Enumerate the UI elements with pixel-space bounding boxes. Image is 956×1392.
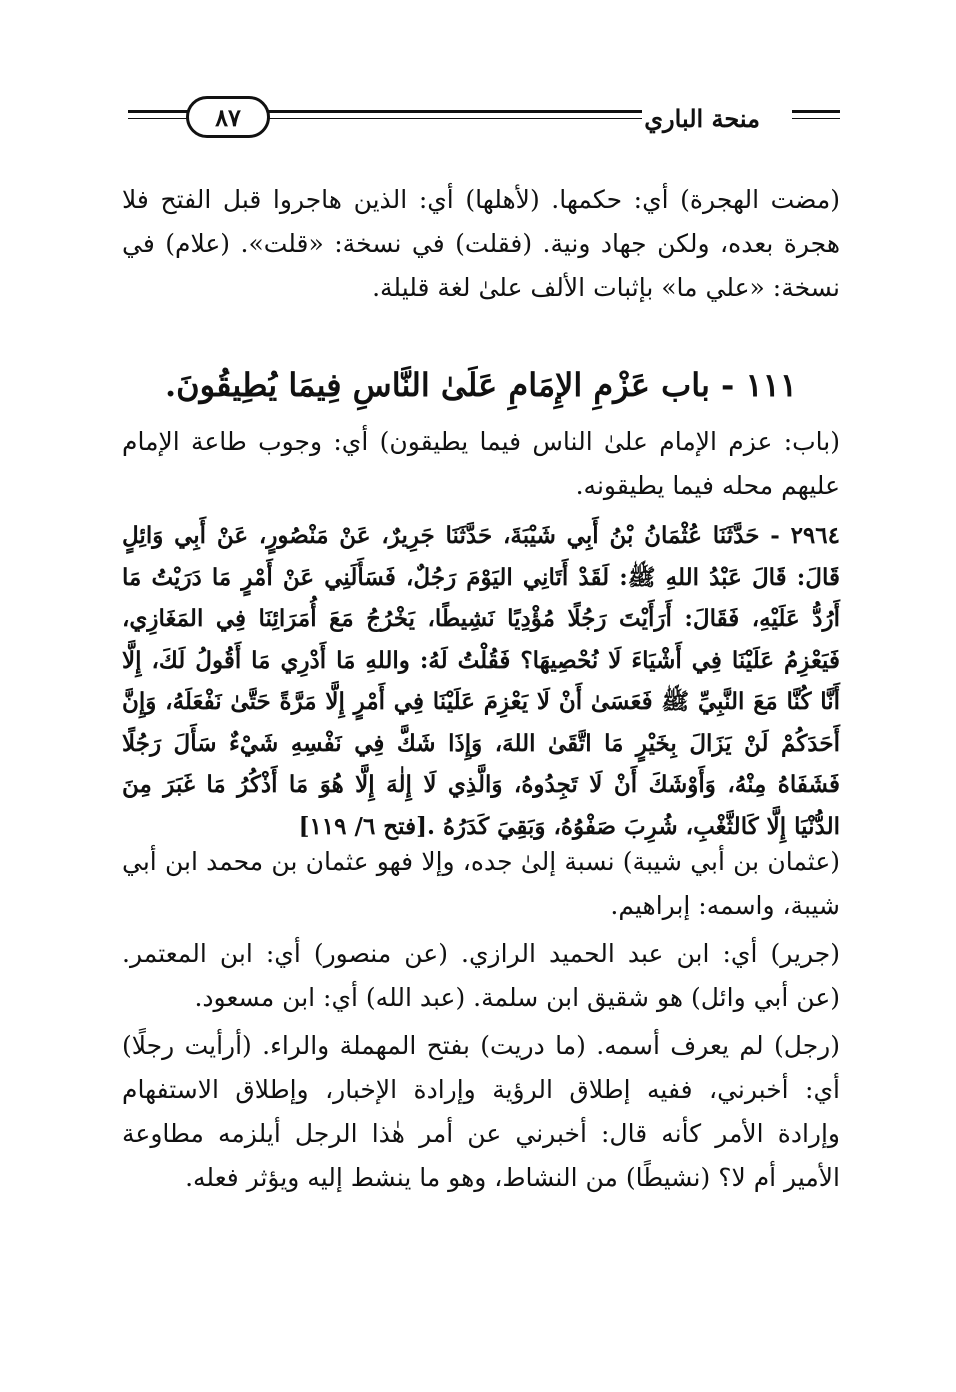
commentary-block [122, 840, 840, 1204]
chapter-heading: ١١١ - باب عَزْمِ الإِمَامِ عَلَىٰ النَّاسِ فِيمَا يُطِيقُونَ. [165, 366, 797, 404]
intro-text: (مضت الهجرة) أي: حكمها. (لأهلها) أي: الذين هاجروا قبل الفتح فلا هجرة بعده، ولكن جهاد ونية. (فقلت) في نسخة: «قلت». (علام) في نسخة: «علي ما» بإثبات الألف علىٰ لغة قليلة. [122, 185, 840, 302]
chapter-explanation [122, 420, 840, 508]
header-rule-middle-top [258, 110, 642, 113]
header-rule-middle-bottom [258, 118, 642, 119]
chapter-explanation-text: (باب: عزم الإمام علىٰ الناس فيما يطيقون) أي: وجوب طاعة الإمام عليهم محله فيما يطيقونه. [122, 427, 840, 500]
book-title: منحة الباري [644, 104, 760, 133]
commentary-paragraph: (جرير) أي: ابن عبد الحميد الرازي. (عن منصور) أي: ابن المعتمر. (عن أبي وائل) هو شقيق ابن سلمة. (عبد الله) أي: ابن مسعود. [122, 939, 840, 1012]
intro-paragraph [122, 178, 840, 310]
page-number-badge [186, 96, 270, 138]
commentary-paragraph: (رجل) لم يعرف أسمه. (ما دريت) بفتح المهملة والراء. (أرأيت رجلًا) أي: أخبرني، ففيه إطلاق الرؤية وإرادة الإخبار، وإطلاق الاستفهام وإرادة الأمر كأنه قال: أخبرني عن أمر هٰذا الرجل أيلزمه مطاوعة الأمير أم لا؟ (نشيطًا) من النشاط، وهو ما ينشط إليه ويؤثر فعله. [122, 1031, 840, 1192]
page-number: ٨٧ [215, 102, 241, 132]
header-rule-left-top [128, 110, 190, 113]
header-rule-right-top [792, 110, 840, 113]
hadith-block [122, 515, 840, 847]
header-rule-right-bottom [792, 118, 840, 119]
hadith-text: ٢٩٦٤ - حَدَّثَنَا عُثْمَانُ بْنُ أَبِي شَيْبَةَ، حَدَّثَنَا جَرِيرٌ، عَنْ مَنْصُورٍ، عَنْ أَبِي وَائِلٍ قَالَ: قَالَ عَبْدُ اللهِ ﷺ: لَقَدْ أَتَانِي اليَوْمَ رَجُلٌ، فَسَأَلَنِي عَنْ أَمْرٍ مَا دَرَيْتُ مَا أَرُدُّ عَلَيْهِ، فَقَالَ: أَرَأَيْتَ رَجُلًا مُؤْدِيًا نَشِيطًا، يَخْرُجُ مَعَ أُمَرَائِنَا فِي المَغَازِي، فَيَعْزِمُ عَلَيْنَا فِي أَشْيَاءَ لَا نُحْصِيهَا؟ فَقُلْتُ لَهُ: واللهِ مَا أَدْرِي مَا أَقُولُ لَكَ، إِلَّا أَنَّا كُنَّا مَعَ النَّبِيِّ ﷺ فَعَسَىٰ أَنْ لَا يَعْزِمَ عَلَيْنَا فِي أَمْرٍ إِلَّا مَرَّةً حَتَّىٰ نَفْعَلَهُ، وَإِنَّ أَحَدَكُمْ لَنْ يَزَالَ بِخَيْرٍ مَا اتَّقَىٰ اللهَ، وَإِذَا شَكَّ فِي نَفْسِهِ شَيْءٌ سَأَلَ رَجُلًا فَشَفَاهُ مِنْهُ، وَأَوْشَكَ أَنْ لَا تَجِدُوهُ، وَالَّذِي لَا إِلٰهَ إِلَّا هُوَ مَا أَذْكُرُ مَا غَبَرَ مِنَ الدُّنْيَا إِلَّا كَالثَّغْبِ، شُرِبَ صَفْوُهُ، وَبَقِيَ كَدَرُهُ .[فتح ٦/ ١١٩] [122, 522, 840, 840]
header-rule-left-bottom [128, 118, 190, 119]
commentary-paragraph: (عثمان بن أبي شيبة) نسبة إلىٰ جده، وإلا فهو عثمان بن محمد ابن أبي شيبة، واسمه: إبراهيم. [122, 847, 840, 920]
page-header [128, 92, 840, 142]
